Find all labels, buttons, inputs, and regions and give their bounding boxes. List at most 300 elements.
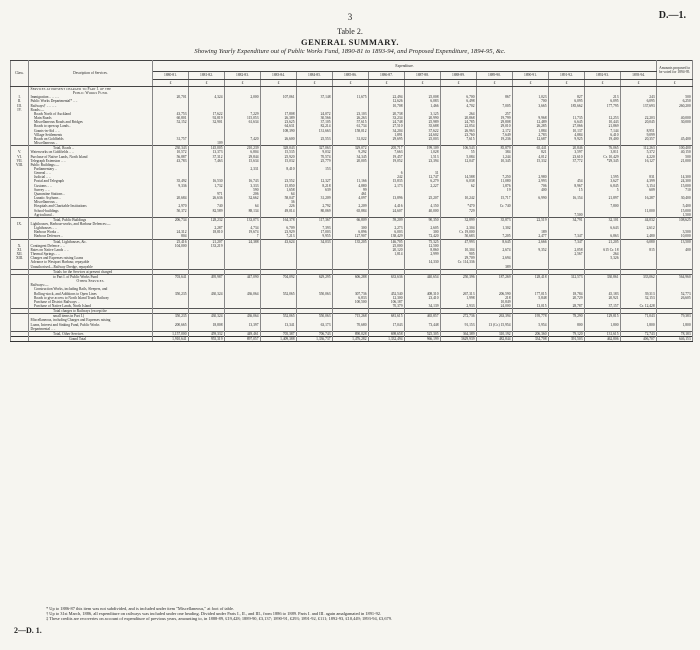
amount-cell: 177,015 [513,292,549,296]
description-cell: Main Roads [29,116,153,120]
table-row [11,337,693,342]
amount-cell: 406,707 [621,337,657,342]
expenditure-header: Expenditure. [153,61,657,72]
amount-cell: 24,748 [369,120,405,124]
amount-cell: 6,990 [513,196,549,200]
amount-cell: 9,968 [513,116,549,120]
amount-cell: 700 [513,99,549,103]
amount-cell: 50,372 [153,209,189,213]
amount-cell: 13,015 [513,304,549,309]
amount-cell: 14,330 [405,260,441,264]
amount-cell: 19,799 [477,116,513,120]
amount-cell: 34,139 [405,304,441,309]
amount-cell: 3,665 [513,104,549,108]
description-cell: Roads on Goldfields [29,137,153,141]
amount-cell: 890,028 [333,331,369,336]
amount-cell: 1,409,388 [261,337,297,342]
amount-cell: 56,887 [153,155,189,159]
amount-cell: 58,047 [261,196,297,200]
proposed-amount-cell: 1,800 [657,323,693,327]
amount-cell: 64 [225,204,261,208]
amount-cell: 20,357 [621,137,657,141]
description-cell: Public Works Departmental* .. .. [29,99,153,103]
amount-cell: 4,880 [333,184,369,188]
amount-cell: 76,065 [585,146,621,151]
amount-cell: 35,873 [477,217,513,222]
class-cell: IX. [11,222,29,226]
amount-cell: 4,399 [621,179,657,183]
class-cell: VI. [11,155,29,159]
amount-cell: 19,457 [369,155,405,159]
description-cell: Total, Public Buildings [29,217,153,222]
amount-cell: 18,810 [189,230,225,234]
amount-cell: 629,295 [297,274,333,279]
amount-cell: 1,998 [441,296,477,300]
amount-cell: 23,103 [333,112,369,116]
amount-cell: 333,062 [621,274,657,279]
amount-cell: 7,463 [189,159,225,163]
amount-cell: 264 [585,252,621,256]
amount-cell: 897,057 [225,337,261,342]
amount-cell: 465,857 [405,314,441,319]
footnote: ‡ These credits are recoveries on account of expenditure of previous years, amounting to, in 1888-89, £19,428; 1889-90, £3,137; 1890-91, £293; 1891-92, £111; 1892-93, £10,449; 1893-94, £3,679. [46,616,393,622]
description-cell: Roads to open up Lands.. [29,124,153,128]
amount-cell: 27,510 [369,124,405,128]
amount-cell: 4,734 [225,226,261,230]
table-subtitle: Showing Yearly Expenditure out of Public Works Fund, 1890-81 to 1893-94, and Proposed Expenditure, 1894-95, &c. [194,48,506,55]
amount-cell: 106,187 [369,300,405,304]
description-cell: Railways† .. .. .. .. [29,104,153,108]
amount-cell: 9,336 [153,184,189,188]
amount-cell: 3629,939 [441,337,477,342]
amount-cell: 327,063 [297,146,333,151]
description-cell: Departmental .. .. [29,327,153,332]
description-cell: Lunatic Asylums .. [29,196,153,200]
amount-cell: 137,693 [621,104,657,108]
amount-cell: 107,061 [261,95,297,99]
proposed-amount-cell: 30,400 [657,196,693,200]
proposed-amount-cell: 21,000 [657,159,693,163]
amount-cell: 330,861 [585,274,621,279]
description-cell: Judicial .. .. [29,175,153,179]
amount-cell: 821 [513,150,549,154]
amount-cell: 23,929 [261,230,297,234]
amount-cell: 449,461 [225,331,261,336]
amount-cell: 263,394 [477,314,513,319]
currency-symbol: £ [297,80,333,87]
amount-cell: 955,319 [189,337,225,342]
amount-cell: 2,674 [477,248,513,252]
amount-cell: 91,153 [441,323,477,327]
amount-cell: 127,907 [333,234,369,239]
amount-cell: 43,783 [153,159,189,163]
amount-cell: 1,028 [405,150,441,154]
amount-cell: 20,868 [441,116,477,120]
amount-cell: 7,420 [225,137,261,141]
amount-cell: 20,120 [369,248,405,252]
proposed-amount-cell: 6,250 [657,99,693,103]
amount-cell: 804 [153,234,189,239]
amount-cell: *470 [441,204,477,208]
amount-cell: 20,005 [333,159,369,163]
amount-cell: 26,389 [261,116,297,120]
amount-cell: 4,012 [513,155,549,159]
amount-cell: 2,287 [189,226,225,230]
amount-cell: 243 [621,95,657,99]
amount-cell: 25,989 [405,120,441,124]
amount-cell: 20,738 [369,112,405,116]
class-cell: IV. [11,108,29,112]
amount-cell: 552,065 [261,292,297,296]
amount-cell: 17,043 [369,323,405,327]
amount-cell: 32,662 [225,196,261,200]
amount-cell: 729 [441,209,477,213]
currency-symbol: £ [261,80,297,87]
amount-cell: 3,333 [225,184,261,188]
amount-cell: 10,304 [441,248,477,252]
amount-cell: 7,347 [549,239,585,244]
amount-cell: 33,234 [369,116,405,120]
amount-cell: 4,416 [369,204,405,208]
proposed-amount-cell: 3,500 [657,230,693,234]
proposed-amount-cell: 564,960 [657,274,693,279]
amount-cell: 3,811 [585,150,621,154]
amount-cell: 18,808 [189,323,225,327]
amount-cell: 21,897 [585,196,621,200]
description-cell: Lighthouses, Harbour-works, and Harbour Defences:— [29,222,153,226]
proposed-amount-cell: 78,183 [657,331,693,336]
amount-cell: 206,590 [477,292,513,296]
amount-cell: 206,734 [153,217,189,222]
amount-cell: 16,530 [189,179,225,183]
amount-cell: 436,064 [225,314,261,319]
amount-cell: 26,263 [333,116,369,120]
description-cell: to Part I. of Public Works Fund [29,274,153,279]
amount-cell: 1,884 [513,129,549,133]
amount-cell: 6,095 [621,99,657,103]
page-number: 3 [347,12,353,22]
amount-cell: 34,345 [333,155,369,159]
proposed-amount-cell: 24,300 [657,179,693,183]
amount-cell: 4,702 [441,104,477,108]
amount-cell: 131,663 [297,129,333,133]
amount-cell: 389 [477,265,513,270]
amount-cell: 19,400 [585,137,621,141]
amount-cell: 705,387 [261,331,297,336]
amount-cell: 73,448 [405,323,441,327]
amount-cell: 300 [333,226,369,230]
amount-cell: 11,166 [333,179,369,183]
proposed-amount-cell: 646,153 [657,337,693,342]
amount-cell: 7,663 [369,150,405,154]
amount-cell: 50,683 [441,234,477,239]
amount-cell: 6 [369,171,405,175]
amount-cell: 29,808 [477,120,513,124]
proposed-amount-cell: 10,000 [657,234,693,239]
amount-cell: 550,063 [297,292,333,296]
amount-cell: 213 [585,95,621,99]
amount-cell: 606,288 [333,274,369,279]
amount-cell: 25,207 [405,196,441,200]
amount-cell: 7,005 [477,104,513,108]
amount-cell: 12,489 [513,120,549,124]
amount-cell: 49,014 [261,209,297,213]
amount-cell: 2,999 [405,252,441,256]
amount-cell: 400 [513,188,549,192]
year-header: 1880-81. [153,72,189,80]
amount-cell: 2,993 [513,179,549,183]
document-reference: D.—1. [658,10,686,21]
amount-cell: 6,643 [585,226,621,230]
amount-cell: 2,172 [477,129,513,133]
amount-cell: 609 [621,188,657,192]
amount-cell: 70,680 [333,323,369,327]
amount-cell: Cr. 10,429 [585,155,621,159]
amount-cell: 8,967 [549,184,585,188]
amount-cell: 2,227 [405,184,441,188]
amount-cell: 133,073 [225,217,261,222]
description-cell: Immigration .. .. .. .. [29,95,153,99]
amount-cell: 715,268 [333,314,369,319]
amount-cell: 34,033 [297,239,333,244]
amount-cell: 9,925 [549,137,585,141]
amount-cell: 99 [333,188,369,192]
amount-cell: 14,588 [441,175,477,179]
proposed-amount-cell: 108,625 [657,217,693,222]
year-header: 1891-92. [549,72,585,80]
class-cell [11,337,29,342]
amount-cell: 2,273 [369,226,405,230]
amount-cell: 108,390 [261,129,297,133]
description-cell: Grants-in-Aid .. .. [29,129,153,133]
proposed-amount-cell: 15,000 [657,184,693,188]
year-header: 1889-90. [477,72,513,80]
amount-cell: 24,072 [297,112,333,116]
amount-cell: 37,157 [585,304,621,309]
year-header: 1882-83. [225,72,261,80]
amount-cell: 12,300 [369,296,405,300]
amount-cell: 552,065 [261,314,297,319]
amount-cell: 1,302 [477,226,513,230]
amount-cell: 112,263 [621,146,657,151]
amount-cell: 100,500 [333,300,369,304]
amount-cell: 1,332,494 [369,337,405,342]
amount-cell: 117,367 [297,217,333,222]
amount-cell: 19 [477,188,513,192]
amount-cell: 4,097 [333,196,369,200]
amount-cell: 482,844 [477,337,513,342]
amount-cell: 44,032 [621,217,657,222]
amount-cell: 2,605 [405,226,441,230]
amount-cell: 70,574 [297,155,333,159]
amount-cell: 36 [261,200,297,204]
amount-cell: 2,477 [513,234,549,239]
amount-cell: 45,183 [585,292,621,296]
description-cell: Miscellaneous .. [29,200,153,204]
amount-cell: 12,327 [297,179,333,183]
amount-cell: 12,500 [405,244,441,248]
amount-cell: 13,341 [261,323,297,327]
footnote: † Up to 31st March, 1886, all expenditure on railways was included under one heading. Divided under Parts I., II., and III., from 1886 to 1889. Parts I. and III. again amalgamated in 1891-92. [46,611,382,617]
amount-cell: 9,352 [513,248,549,252]
amount-cell: 408,310 [405,292,441,296]
amount-cell: 43,753 [153,112,189,116]
proposed-amount-cell: 30,000 [657,120,693,124]
amount-cell: 31 [405,171,441,175]
amount-cell: 61,634 [225,120,261,124]
amount-cell: 20,729 [549,296,585,300]
amount-cell: 92,819 [189,116,225,120]
proposed-amount-cell: 14,300 [657,175,693,179]
amount-cell: 350,235 [153,314,189,319]
amount-cell: 4,884 [549,133,585,137]
amount-cell: 37,772 [549,159,585,163]
amount-cell: 452,540 [369,292,405,296]
amount-cell: 158,012 [333,129,369,133]
amount-cell: 25,920 [261,155,297,159]
amount-cell: 31,757 [153,137,189,141]
amount-cell: 13,896 [369,196,405,200]
amount-cell: 2,480 [621,234,657,239]
description-cell: General .. .. [29,171,153,175]
amount-cell: 16,287 [621,196,657,200]
amount-cell: 17,808 [261,112,297,116]
amount-cell: 11,675 [333,95,369,99]
amount-cell: 90,350 [405,217,441,222]
year-header: 1890-91. [513,72,549,80]
amount-cell: 10,242 [441,196,477,200]
amount-cell: 61,734 [333,124,369,128]
amount-cell: 966,199 [405,337,441,342]
description-cell: Railways:— [29,283,153,287]
amount-cell: 37,148 [297,95,333,99]
amount-cell: 71,043 [621,314,657,319]
class-cell: III. [11,104,29,108]
amount-cell: 706,743 [297,331,333,336]
description-cell: Unauthorised—Railway Dredge, repayable [29,265,153,270]
amount-cell: 7,213 [261,234,297,239]
amount-cell: 831 [621,175,657,179]
amount-cell: 971 [189,192,225,196]
amount-cell: 218 [477,296,513,300]
amount-cell: 13,397 [225,323,261,327]
amount-cell: 43,624 [261,239,297,244]
amount-cell: 364,389 [441,331,477,336]
amount-cell: 310,192 [477,331,513,336]
amount-cell: 25,553 [297,137,333,141]
amount-cell: 128,232 [189,217,225,222]
year-header: 1893-94. [621,72,657,80]
amount-cell: 1,876 [477,184,513,188]
amount-cell: 800 [549,323,585,327]
class-cell: V. [11,150,29,154]
amount-cell: 1,476,282 [333,337,369,342]
year-header: 1885-86. [333,72,369,80]
description-cell: Miscellaneous .. [29,141,153,146]
amount-cell: 199,109 [405,146,441,151]
amount-cell: 177,795 [585,104,621,108]
proposed-amount-cell: 500 [657,95,693,99]
amount-cell: 22,203 [621,116,657,120]
amount-cell: 80,069 [297,209,333,213]
amount-cell: *29,345 [585,159,621,163]
amount-cell: 18,784 [549,292,585,296]
amount-cell: 1,157,000 [153,331,189,336]
amount-cell: 85,879 [477,146,513,151]
amount-cell: 75,325 [405,239,441,244]
amount-cell: 19,236 [477,137,513,141]
class-cell: XII. [11,252,29,256]
amount-cell: 4,150 [405,204,441,208]
amount-cell: 37,105 [297,120,333,124]
amount-cell: 6,896 [333,230,369,234]
description-cell: Purchase of Native Lands, North Island [29,304,153,309]
description-cell: Roads:— [29,108,153,112]
amount-cell: 15,634 [225,159,261,163]
amount-cell: 82,589 [189,209,225,213]
amount-cell: 20,921 [585,296,621,300]
amount-cell: 23,625 [261,120,297,124]
description-cell: Total, Lighthouses, &c. [29,239,153,244]
amount-cell: 210,239 [225,146,261,151]
amount-cell: 1,336,737 [297,337,333,342]
amount-cell: 2,173 [369,184,405,188]
amount-cell: 704,092 [261,274,297,279]
amount-cell: 312,573 [549,274,585,279]
amount-cell: 28,787 [549,304,585,309]
amount-cell: 2,666 [513,239,549,244]
currency-symbol: £ [657,80,693,87]
amount-cell: 185,662 [549,104,585,108]
amount-cell: 8,860 [405,248,441,252]
amount-cell: 10,443 [585,120,621,124]
description-cell: Miscellaneous, including Charges and Expenses raising [29,318,153,322]
amount-cell: 2,304 [441,226,477,230]
amount-cell: 200,665 [153,323,189,327]
amount-cell: 430,324 [189,292,225,296]
amount-cell: 7,615 [441,137,477,141]
description-cell: Purchase of Native Lands, North Island [29,155,153,159]
amount-cell: 2,567 [549,252,585,256]
amount-cell: 264 [441,112,477,116]
amount-cell: 31,022 [333,137,369,141]
amount-cell: 6,083 [405,99,441,103]
amount-cell: 15,332 [513,159,549,163]
proposed-amount-cell: 45,400 [657,137,693,141]
description-cell: Totals for the Services at present charged [29,269,153,274]
amount-cell: 26,285 [513,124,549,128]
amount-cell: 250,396 [441,274,477,279]
amount-cell: 187,269 [477,274,513,279]
amount-cell: 138,429 [369,234,405,239]
proposed-amount-cell: 100,400 [657,146,693,151]
amount-cell: 242 [369,175,405,179]
amount-cell: 15,032 [261,159,297,163]
class-cell: I. [11,95,29,99]
amount-cell: 106,543 [441,146,477,151]
amount-cell: 153 [297,167,333,171]
description-cell: Harbour Works .. [29,230,153,234]
amount-cell: 21,205 [585,239,621,244]
description-cell: Postal and Telegraph [29,179,153,183]
amount-cell: 205,717 [369,146,405,151]
amount-cell: 5 [585,188,621,192]
amount-cell: 329,072 [333,146,369,151]
amount-cell: 7,393 [297,226,333,230]
amount-cell: 9,955 [297,234,333,239]
class-cell: XI. [11,248,29,252]
description-cell: Total, Other Services [29,331,153,336]
